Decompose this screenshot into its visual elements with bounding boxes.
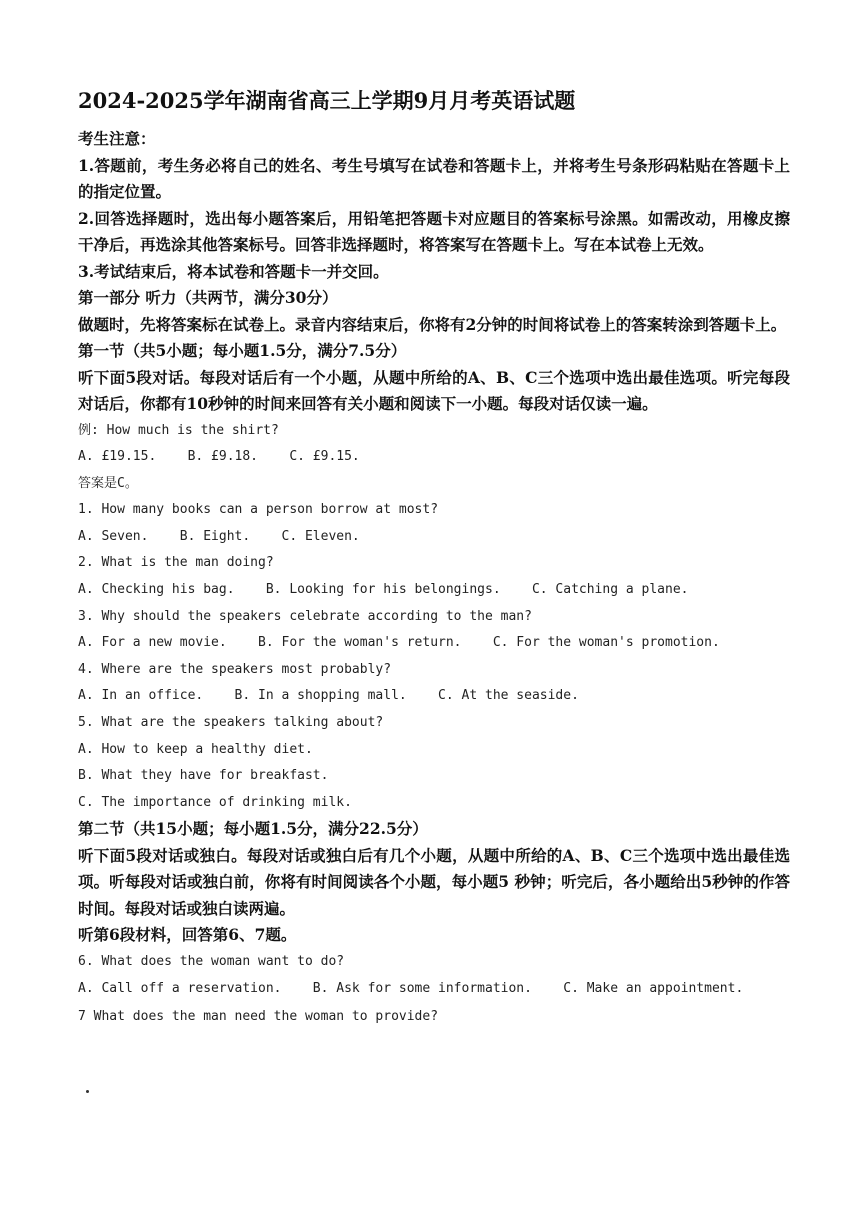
example-question: 例: How much is the shirt? (78, 422, 279, 438)
section1-heading: 第一节（共5小题；每小题1.5分，满分7.5分） (78, 341, 407, 360)
part1-heading: 第一部分 听力（共两节，满分30分） (78, 288, 338, 307)
question-4: 4. Where are the speakers most probably? (78, 661, 392, 677)
question-4-options: A. In an office. B. In a shopping mall. C. At the seaside. (78, 688, 579, 704)
notice-heading: 考生注意： (78, 129, 156, 148)
question-1: 1. How many books can a person borrow at most? (78, 502, 439, 518)
question-5: 5. What are the speakers talking about? (78, 715, 384, 731)
question-6: 6. What does the woman want to do? (78, 953, 345, 969)
document-title: 2024-2025学年湖南省高三上学期9月月考英语试题 (78, 88, 576, 113)
question-3: 3. Why should the speakers celebrate according to the man? (78, 608, 532, 624)
section2-heading: 第二节（共15小题；每小题1.5分，满分22.5分） (78, 819, 428, 839)
part1-instruction: 做题时，先将答案标在试卷上。录音内容结束后，你将有2分钟的时间将试卷上的答案转涂到答题卡上。 (78, 314, 787, 334)
example-answer: 答案是C。 (78, 475, 138, 491)
material-6-heading: 听第6段材料，回答第6、7题。 (78, 925, 297, 945)
question-3-options: A. For a new movie. B. For the woman's return. C. For the woman's promotion. (78, 635, 720, 651)
document-body (78, 126, 790, 1031)
notice-item-2: 2.回答选择题时，选出每小题答案后，用铅笔把答题卡对应题目的答案标号涂黑。如需改动，用橡皮擦干净后，再选涂其他答案标号。回答非选择题时，将答案写在答题卡上。写在本试卷上无效。 (78, 208, 790, 254)
example-options: A. £19.15. B. £9.18. C. £9.15. (78, 449, 360, 465)
notice-item-1: 1.答题前，考生务必将自己的姓名、考生号填写在试卷和答题卡上，并将考生号条形码粘贴在答题卡上的指定位置。 (78, 155, 790, 201)
question-2-options: A. Checking his bag. B. Looking for his belongings. C. Catching a plane. (78, 582, 689, 598)
question-7: 7 What does the man need the woman to provide? (78, 1009, 439, 1025)
section2-instruction: 听下面5段对话或独白。每段对话或独白后有几个小题，从题中所给的A、B、C三个选项中选出最佳选项。听每段对话或独白前，你将有时间阅读各个小题，每小题5 秒钟；听完后，各小题给出5秒钟的作答时间。每段对话或独白读两遍。 (78, 845, 790, 918)
question-1-options: A. Seven. B. Eight. C. Eleven. (78, 528, 360, 544)
notice-item-3: 3.考试结束后，将本试卷和答题卡一并交回。 (78, 261, 389, 281)
question-5-option-a: A. How to keep a healthy diet. (78, 741, 313, 757)
question-6-options: A. Call off a reservation. B. Ask for some information. C. Make an appointment. (78, 980, 744, 996)
question-5-option-c: C. The importance of drinking milk. (78, 794, 352, 810)
section1-instruction: 听下面5段对话。每段对话后有一个小题，从题中所给的A、B、C三个选项中选出最佳选项。听完每段对话后，你都有10秒钟的时间来回答有关小题和阅读下一小题。每段对话仅读一遍。 (78, 367, 790, 413)
stray-dot (86, 1090, 89, 1093)
question-5-option-b: B. What they have for breakfast. (78, 768, 329, 784)
question-2: 2. What is the man doing? (78, 555, 274, 571)
